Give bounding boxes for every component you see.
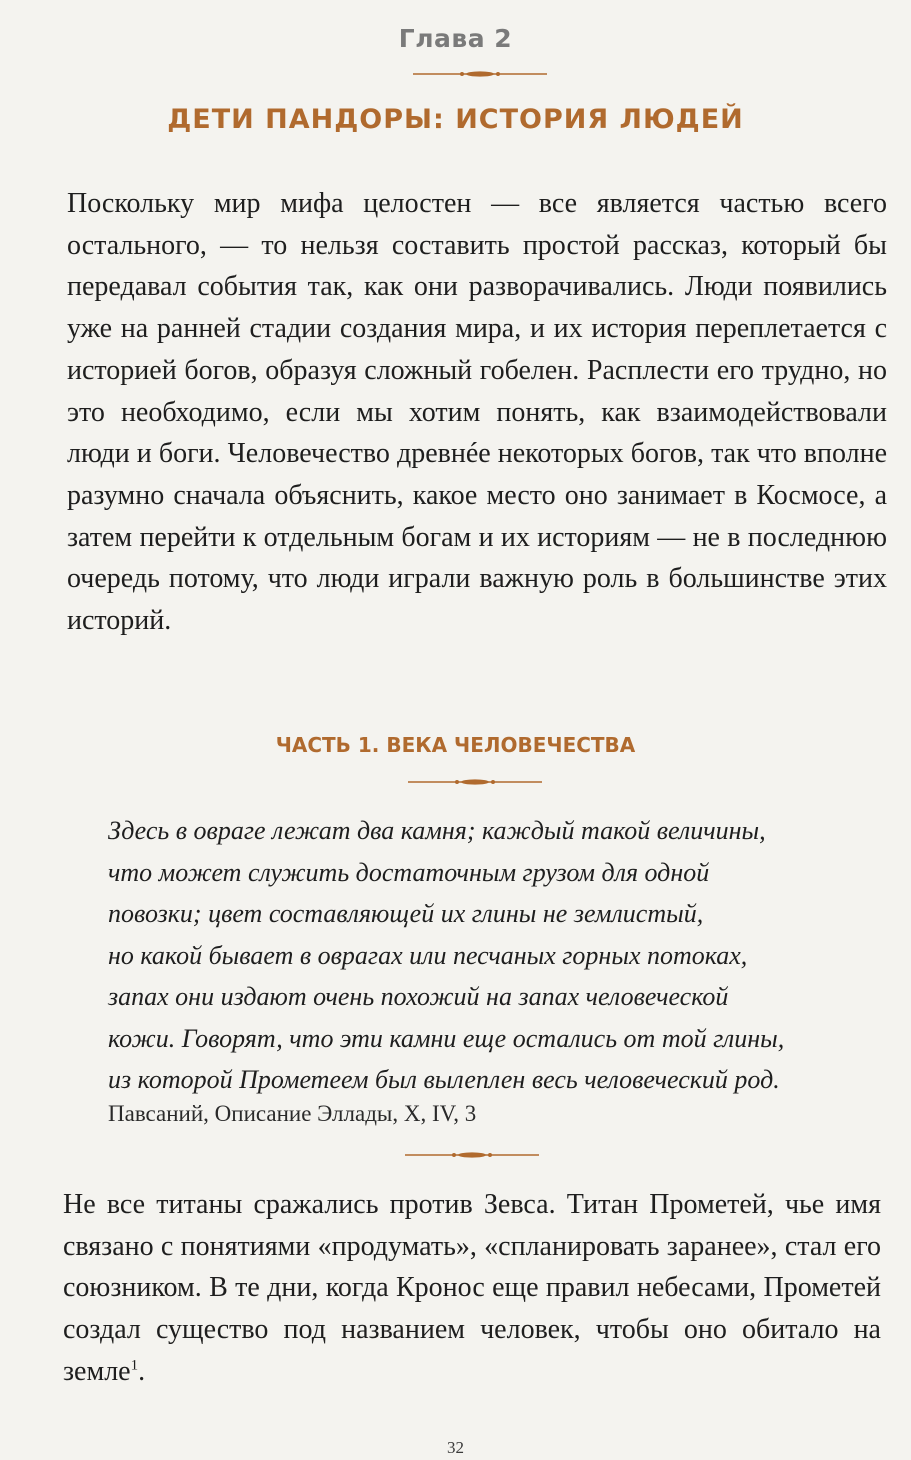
epigraph-quote (108, 810, 868, 1101)
page-number: 32 (447, 1438, 464, 1457)
chapter-label: Глава 2 (398, 24, 513, 53)
epigraph-line: повозки; цвет составляющей их глины не землистый, (108, 899, 704, 928)
chapter-ornament-divider (413, 69, 547, 79)
chapter-title: ДЕТИ ПАНДОРЫ: ИСТОРИЯ ЛЮДЕЙ (167, 104, 744, 135)
epigraph-attribution: Павсаний, Описание Эллады, X, IV, 3 (108, 1101, 477, 1126)
epigraph-line: кожи. Говорят, что эти камни еще остались от той глины, (108, 1023, 785, 1053)
intro-paragraph: Поскольку мир мифа целостен — все является частью всего остального, — то нельзя составить простой рассказ, который бы передавал события так, как они разворачивались. Люди появились уже на ранней стадии создания мира, и их история переплетается с историей богов, образуя сложный гобелен. Расплести его трудно, но это необходимо, если мы хотим понять, как взаимодействовали люди и боги. Человечество древнée некоторых богов, так что вполне разумно сначала объяснить, какое место оно занимает в Космосе, а затем перейти к отдельным богам и их историям — не в последнюю очередь потому, что люди играли важную роль в большинстве этих историй. (67, 188, 887, 637)
section-ornament-divider (408, 777, 542, 787)
prometheus-paragraph (63, 1184, 881, 1393)
epigraph-line: запах они издают очень похожий на запах человеческой (108, 982, 729, 1011)
epigraph-line: но какой бывает в оврагах или песчаных горных потоках, (108, 940, 748, 970)
epigraph-line: Здесь в овраге лежат два камня; каждый такой величины, (108, 816, 766, 845)
paragraph-end-punctuation: . (138, 1355, 146, 1387)
epigraph-line: из которой Прометеем был вылеплен весь человеческий род. (108, 1065, 780, 1094)
section-title: ЧАСТЬ 1. ВЕКА ЧЕЛОВЕЧЕСТВА (275, 733, 636, 757)
epigraph-line: что может служить достаточным грузом для одной (108, 857, 710, 887)
prometheus-paragraph-text: Не все титаны сражались против Зевса. Титан Прометей, чье имя связано с понятиями «продумать», «спланировать заранее», стал его союзником. В те дни, когда Кронос еще правил небесами, Прометей создал существо под названием человек, чтобы оно обитало на земле (63, 1189, 881, 1387)
footnote-reference[interactable]: 1 (130, 1357, 139, 1374)
epigraph-ornament-divider (405, 1150, 539, 1160)
